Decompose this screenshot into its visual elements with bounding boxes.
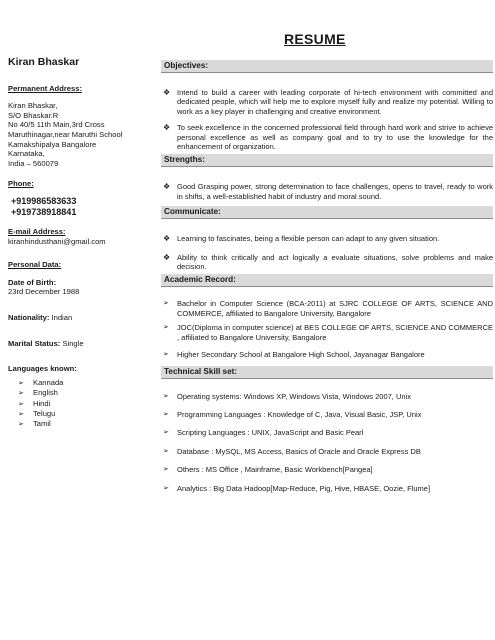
marital-label: Marital Status:: [8, 338, 61, 348]
technical-item: [161, 447, 493, 456]
arrow-bullet-icon: ➢: [163, 392, 169, 400]
candidate-name: Kiran Bhaskar: [8, 56, 80, 68]
phone-number: +919738918841: [11, 206, 77, 217]
resume-main-column: [161, 60, 493, 493]
address-line: S/O Bhaskar.R: [8, 110, 59, 120]
technical-item: [161, 465, 493, 474]
technical-item: [161, 410, 493, 419]
marital-row: [8, 339, 156, 349]
academic-text: Bachelor in Computer Science (BCA-2011) at SJRC COLLEGE OF ARTS, SCIENCE AND COMMERCE, affiliated to Bangalore University, Bangalore: [177, 299, 493, 318]
communicate-item: [161, 253, 493, 272]
address-line: Karnataka,: [8, 149, 45, 159]
phone-number: +919986583633: [11, 195, 77, 206]
diamond-bullet-icon: ❖: [163, 234, 171, 244]
address-line: Kiran Bhaskar,: [8, 101, 58, 111]
list-item: ➢ Hindi: [18, 399, 156, 409]
academic-item: [161, 299, 493, 318]
dob-value: 23rd December 1988: [8, 287, 80, 297]
diamond-bullet-icon: ❖: [163, 123, 171, 133]
technical-item: [161, 392, 493, 401]
technical-item: [161, 484, 493, 493]
academic-item: [161, 323, 493, 342]
phone-heading: Phone:: [8, 179, 34, 189]
objective-text: To seek excellence in the concerned professional field through hard work and strive to achieve personal excellence as well as company goal and to try to use the knowledge for the enhancement of organization.: [177, 123, 493, 152]
languages-list: [8, 378, 156, 430]
address-line: India – 560079: [8, 158, 59, 168]
communicate-text: Ability to think critically and act logically a evaluate situations, solve problems and make decision.: [177, 252, 493, 272]
academic-text: Higher Secondary School at Bangalore High School, Jayanagar Bangalore: [177, 350, 425, 360]
address-line: Maruthinagar,near Maruthi School: [8, 129, 123, 139]
personal-data-heading: Personal Data:: [8, 260, 62, 270]
address-block: [8, 101, 156, 168]
list-item: ➢ Kannada: [18, 378, 156, 388]
arrow-bullet-icon: ➢: [163, 300, 169, 308]
email-address: kiranhindusthani@gmail.com: [8, 236, 106, 246]
arrow-bullet-icon: ➢: [163, 324, 169, 332]
technical-text: Others : MS Office , Mainframe, Basic Workbench[Pangea]: [177, 465, 373, 475]
arrow-bullet-icon: ➢: [163, 351, 169, 359]
email-heading: E-mail Address:: [8, 226, 66, 236]
nationality-label: Nationality:: [8, 312, 50, 322]
communicate-item: [161, 234, 493, 243]
objective-item: [161, 88, 493, 116]
technical-text: Analytics : Big Data Hadoop[Map-Reduce, Pig, Hive, HBASE, Oozie, Flume]: [177, 483, 431, 493]
academic-item: [161, 350, 493, 359]
list-item: ➢ English: [18, 388, 156, 398]
objective-text: Intend to build a career with leading corporate of hi-tech environment with committed and dedicated people, which will help me to explore myself fully and realize my potential. Willing to work as a key player in challenging and creative environment.: [177, 88, 493, 116]
diamond-bullet-icon: ❖: [163, 88, 171, 97]
technical-item: [161, 428, 493, 437]
nationality-value: Indian: [51, 312, 73, 322]
strengths-heading: Strengths:: [161, 154, 493, 167]
arrow-bullet-icon: ➢: [163, 429, 169, 437]
address-line: Kamakshipalya Bangalore: [8, 139, 97, 149]
phone-list: [8, 196, 156, 218]
academic-text: JOC(Diploma in computer science) at BES COLLEGE OF ARTS, SCIENCE AND COMMERCE , affiliated to Bangalore University, Bangalore: [177, 323, 493, 342]
technical-text: Programming Languages : Knowledge of C, Java, Visual Basic, JSP, Unix: [177, 409, 422, 419]
strength-item: [161, 182, 493, 201]
personal-info-column: [8, 58, 156, 430]
academic-heading: Academic Record:: [161, 274, 493, 287]
diamond-bullet-icon: ❖: [163, 252, 171, 262]
arrow-bullet-icon: ➢: [163, 447, 169, 455]
list-item: ➢ Tamil: [18, 419, 156, 429]
arrow-bullet-icon: ➢: [163, 484, 169, 492]
address-line: No 40/5 11th Main,3rd Cross: [8, 120, 105, 130]
strength-text: Good Grasping power, strong determination to face challenges, opens to travel, ready to work in shifts, a well-established habit of industry and moral sound.: [177, 182, 493, 201]
languages-label: Languages known:: [8, 364, 77, 374]
marital-value: Single: [62, 338, 84, 348]
technical-text: Scripting Languages : UNIX, JavaScript and Basic Pearl: [177, 428, 364, 438]
communicate-heading: Communicate:: [161, 206, 493, 219]
objectives-heading: Objectives:: [161, 60, 493, 73]
technical-heading: Technical Skill set:: [161, 366, 493, 379]
communicate-text: Learning to fascinates, being a flexible person can adapt to any given situation.: [177, 234, 440, 244]
arrow-bullet-icon: ➢: [163, 466, 169, 474]
nationality-row: [8, 313, 156, 323]
objective-item: [161, 123, 493, 151]
address-heading: Permanent Address:: [8, 83, 82, 93]
diamond-bullet-icon: ❖: [163, 182, 171, 192]
arrow-bullet-icon: ➢: [163, 410, 169, 418]
page-title: RESUME: [284, 31, 346, 47]
dob-label: Date of Birth:: [8, 277, 57, 287]
list-item: ➢ Telugu: [18, 409, 156, 419]
technical-text: Database : MySQL, MS Access, Basics of Oracle and Oracle Express DB: [177, 446, 421, 456]
technical-text: Operating systems: Windows XP, Windows Vista, Windows 2007, Unix: [177, 391, 411, 401]
